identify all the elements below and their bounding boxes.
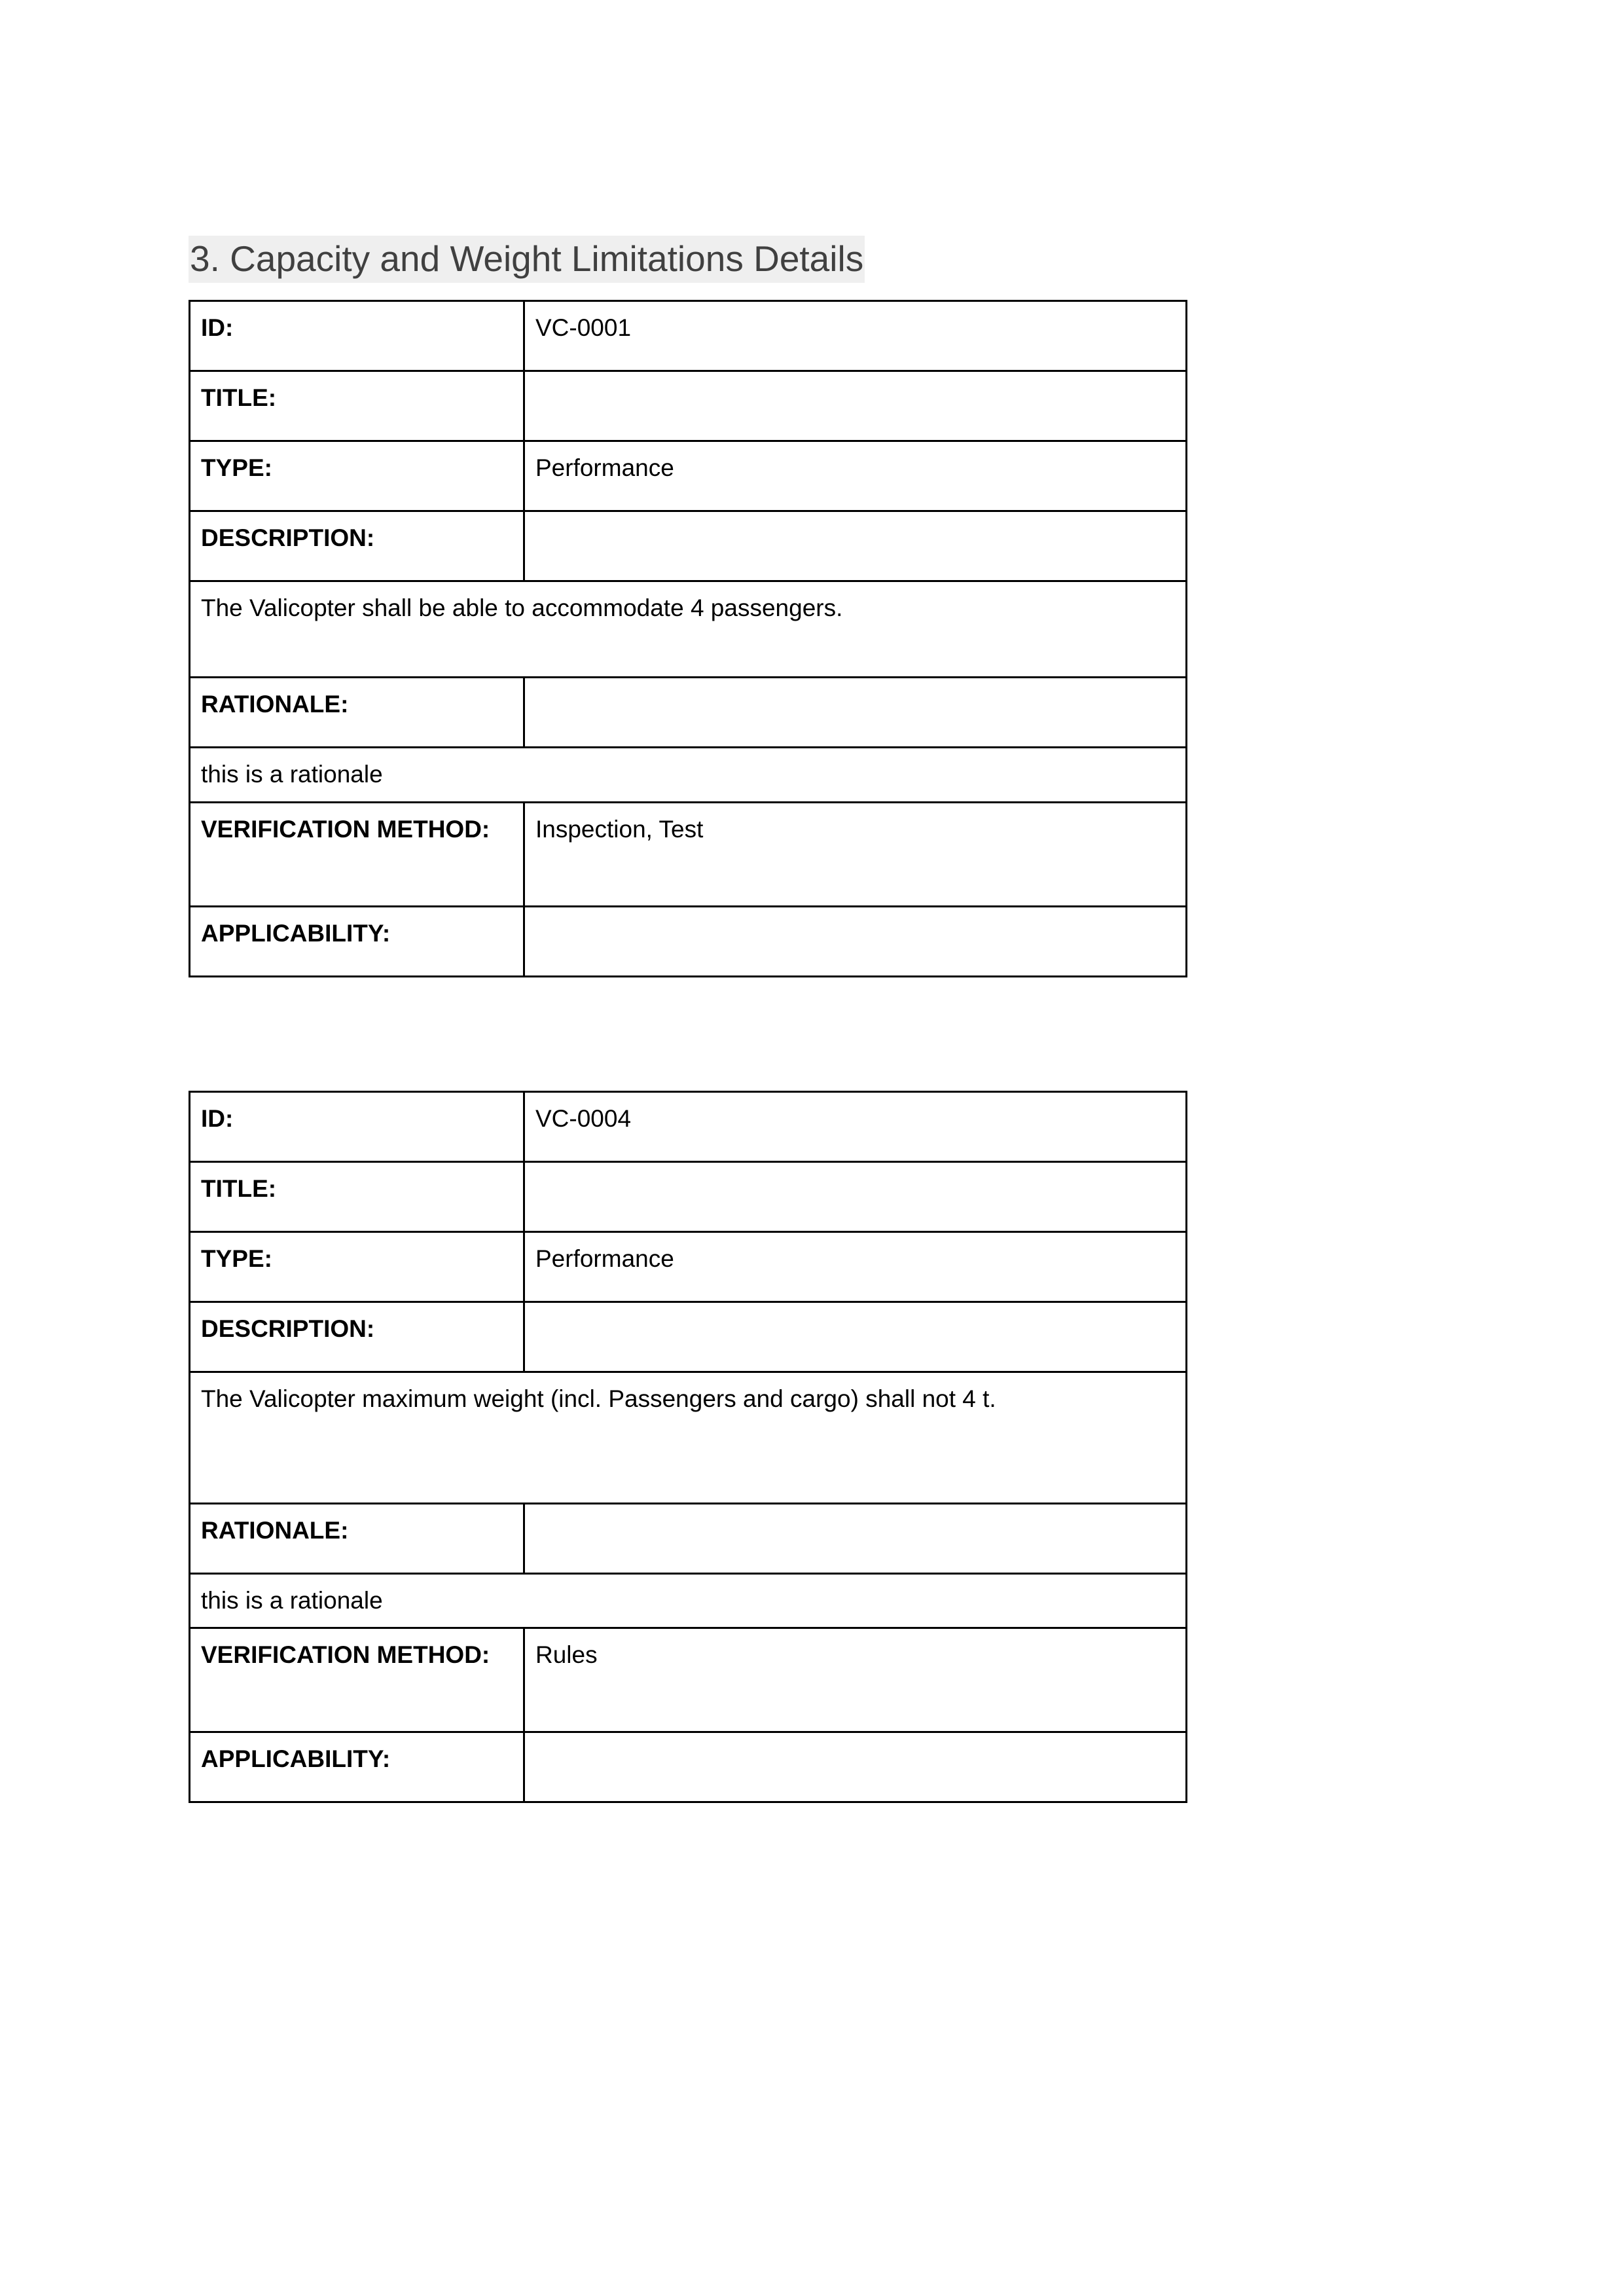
table-row-rationale	[190, 1503, 1187, 1573]
value-verification-method: Inspection, Test	[524, 802, 1187, 906]
label-verification-method: VERIFICATION METHOD:	[190, 802, 524, 906]
table-gap-spacer	[189, 977, 1142, 1091]
page-title-text: 3. Capacity and Weight Limitations Details	[189, 236, 865, 283]
value-verification-method: Rules	[524, 1628, 1187, 1732]
value-rationale	[524, 1503, 1187, 1573]
label-title: TITLE:	[190, 1161, 524, 1231]
value-applicability	[524, 906, 1187, 976]
label-description: DESCRIPTION:	[190, 511, 524, 581]
table-row-type	[190, 1231, 1187, 1302]
value-applicability	[524, 1732, 1187, 1802]
table-row-verification-method	[190, 1628, 1187, 1732]
table-row-id	[190, 301, 1187, 371]
label-id: ID:	[190, 1091, 524, 1161]
value-type: Performance	[524, 1231, 1187, 1302]
requirement-table-2	[189, 1091, 1187, 1804]
label-rationale: RATIONALE:	[190, 678, 524, 748]
label-type: TYPE:	[190, 441, 524, 511]
label-title: TITLE:	[190, 371, 524, 441]
value-description	[524, 1302, 1187, 1372]
label-rationale: RATIONALE:	[190, 1503, 524, 1573]
table-row-verification-method	[190, 802, 1187, 906]
table-row-applicability	[190, 906, 1187, 976]
value-title	[524, 1161, 1187, 1231]
table-row-description-text	[190, 1372, 1187, 1503]
value-type: Performance	[524, 441, 1187, 511]
value-title	[524, 371, 1187, 441]
label-id: ID:	[190, 301, 524, 371]
table-row-title	[190, 1161, 1187, 1231]
requirement-table-1	[189, 300, 1187, 977]
table-row-rationale-text	[190, 748, 1187, 803]
page-title	[189, 236, 1142, 282]
label-applicability: APPLICABILITY:	[190, 1732, 524, 1802]
page-content	[189, 236, 1142, 1803]
table-row-description	[190, 511, 1187, 581]
table-row-rationale	[190, 678, 1187, 748]
label-description: DESCRIPTION:	[190, 1302, 524, 1372]
value-rationale	[524, 678, 1187, 748]
table-row-description	[190, 1302, 1187, 1372]
label-applicability: APPLICABILITY:	[190, 906, 524, 976]
rationale-text: this is a rationale	[190, 1573, 1187, 1628]
rationale-text: this is a rationale	[190, 748, 1187, 803]
table-row-type	[190, 441, 1187, 511]
value-id: VC-0001	[524, 301, 1187, 371]
label-verification-method: VERIFICATION METHOD:	[190, 1628, 524, 1732]
value-id: VC-0004	[524, 1091, 1187, 1161]
description-text: The Valicopter maximum weight (incl. Passengers and cargo) shall not 4 t.	[190, 1372, 1187, 1503]
value-description	[524, 511, 1187, 581]
table-row-description-text	[190, 581, 1187, 678]
label-type: TYPE:	[190, 1231, 524, 1302]
table-row-applicability	[190, 1732, 1187, 1802]
table-row-title	[190, 371, 1187, 441]
table-row-rationale-text	[190, 1573, 1187, 1628]
description-text: The Valicopter shall be able to accommodate 4 passengers.	[190, 581, 1187, 678]
table-row-id	[190, 1091, 1187, 1161]
